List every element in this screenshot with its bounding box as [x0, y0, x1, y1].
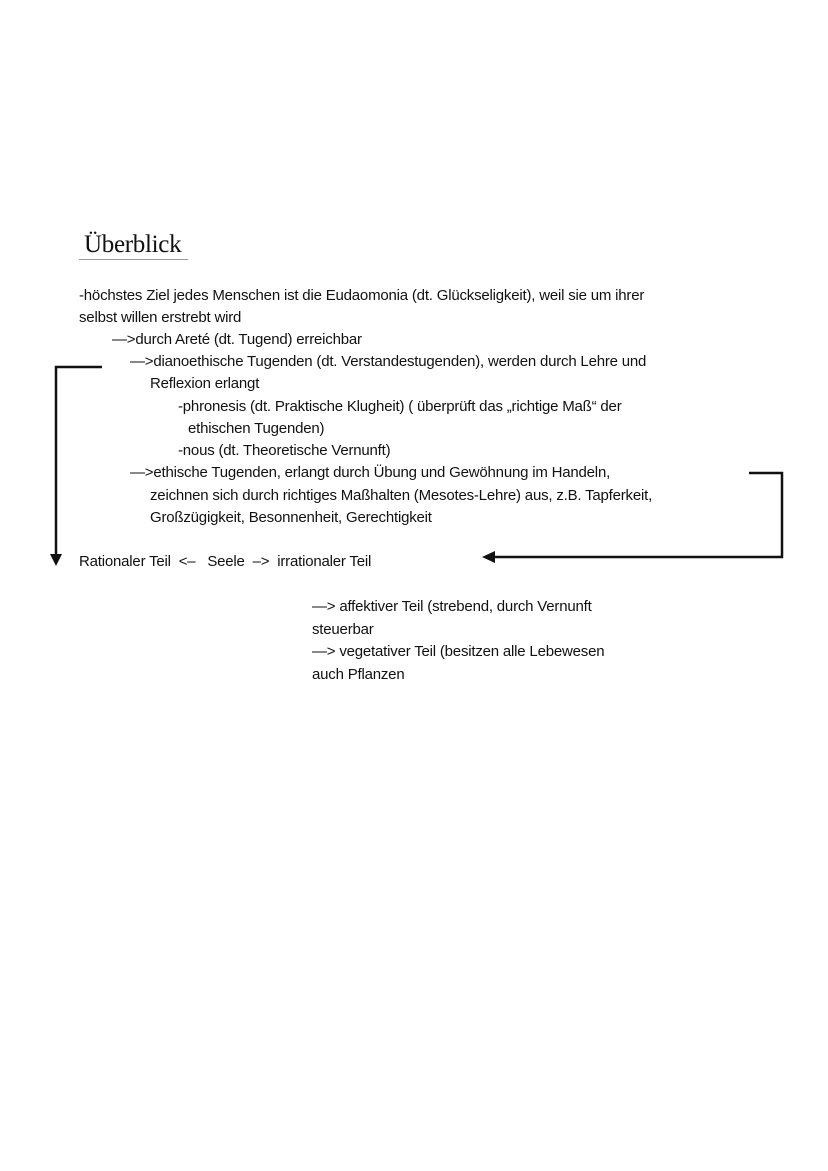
soul-line: Rationaler Teil <– Seele –> irrationaler Teil: [79, 553, 372, 570]
text-line: -phronesis (dt. Praktische Klugheit) ( überprüft das „richtige Maß“ der: [178, 398, 622, 415]
text-line: —>durch Areté (dt. Tugend) erreichbar: [112, 331, 362, 348]
text-line: selbst willen erstrebt wird: [79, 309, 242, 326]
text-line: auch Pflanzen: [312, 666, 405, 683]
text-line: —> vegetativer Teil (besitzen alle Lebewesen: [312, 643, 605, 660]
right-bracket-arrow: [482, 473, 782, 563]
text-line: —>ethische Tugenden, erlangt durch Übung und Gewöhnung im Handeln,: [130, 464, 611, 481]
text-line: steuerbar: [312, 621, 374, 638]
page-title: Überblick: [84, 231, 182, 258]
text-line: —> affektiver Teil (strebend, durch Vernunft: [312, 598, 592, 615]
left-bracket-arrow: [50, 367, 102, 566]
text-line: Reflexion erlangt: [150, 375, 260, 392]
text-line: -nous (dt. Theoretische Vernunft): [178, 442, 391, 459]
text-line: ethischen Tugenden): [188, 420, 325, 437]
text-line: —>dianoethische Tugenden (dt. Verstandestugenden), werden durch Lehre und: [130, 353, 647, 370]
text-line: zeichnen sich durch richtiges Maßhalten (Mesotes-Lehre) aus, z.B. Tapferkeit,: [150, 487, 653, 504]
text-line: -höchstes Ziel jedes Menschen ist die Eudaomonia (dt. Glückseligkeit), weil sie um ihrer: [79, 287, 645, 304]
text-line: Großzügigkeit, Besonnenheit, Gerechtigkeit: [150, 509, 432, 526]
